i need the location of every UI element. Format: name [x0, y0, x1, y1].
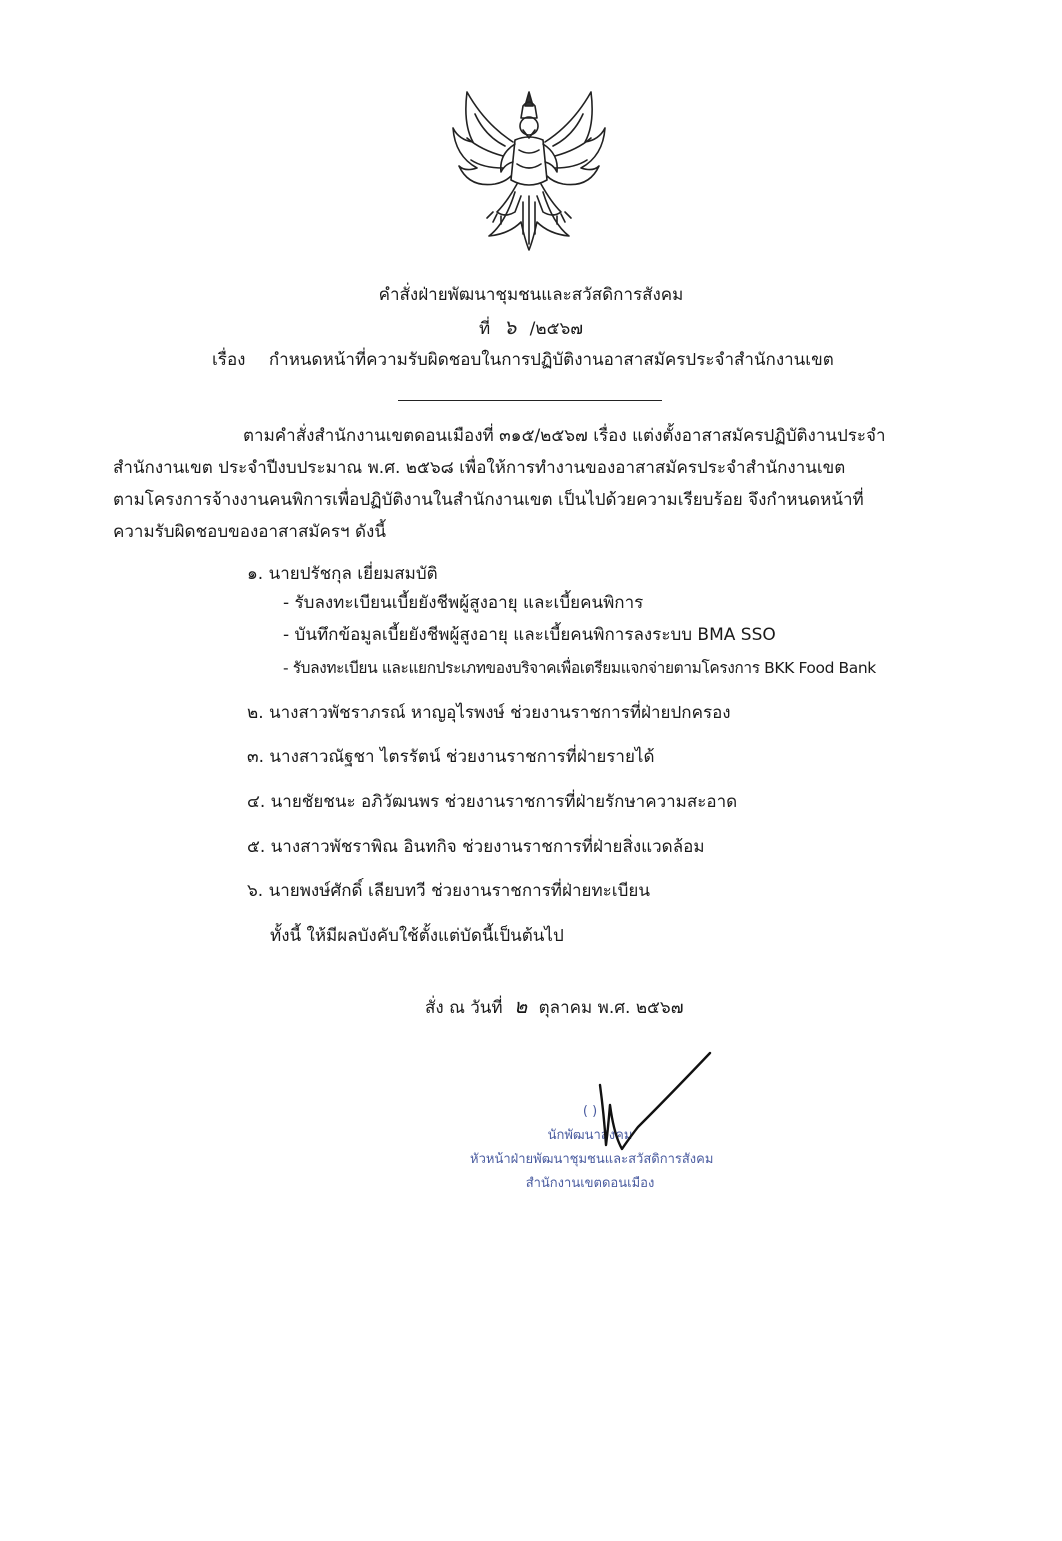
date-rest: ตุลาคม พ.ศ. ๒๕๖๗ [538, 998, 684, 1018]
stamp-line: นักพัฒนาสังคม [547, 1128, 633, 1143]
subject-line [212, 349, 834, 371]
assignment-item-4: ๔. นายชัยชนะ อภิวัฒนพร ช่วยงานราชการที่ฝ่ายรักษาความสะอาด [247, 792, 738, 812]
date-day: ๒ [514, 994, 528, 1018]
assignment-item-5: ๕. นางสาวพัชราพิณ อินทกิจ ช่วยงานราชการที่ฝ่ายสิ่งแวดล้อม [247, 837, 705, 857]
date-prefix: สั่ง ณ วันที่ [425, 998, 503, 1018]
order-number-line [0, 316, 1062, 340]
closing-statement: ทั้งนี้ ให้มีผลบังคับใช้ตั้งแต่บัดนี้เป็นต้นไป [270, 926, 564, 946]
order-date [425, 995, 683, 1019]
stamp-line: สำนักงานเขตดอนเมือง [525, 1176, 655, 1191]
paragraph-line: ความรับผิดชอบของอาสาสมัครฯ ดังนี้ [113, 522, 386, 542]
assignment-item-1: ๑. นายปรัชกุล เยี่ยมสมบัติ [247, 564, 438, 584]
duty-item: - บันทึกข้อมูลเบี้ยยังชีพผู้สูงอายุ และเบี้ยคนพิการลงระบบ BMA SSO [283, 625, 776, 645]
stamp-line: ( ) [582, 1104, 598, 1119]
order-prefix: ที่ [478, 319, 491, 339]
order-title: คำสั่งฝ่ายพัฒนาชุมชนและสวัสดิการสังคม [378, 285, 684, 305]
subject-label: เรื่อง [212, 350, 246, 370]
assignment-item-6: ๖. นายพงษ์ศักดิ์ เลียบทวี ช่วยงานราชการที่ฝ่ายทะเบียน [247, 881, 650, 901]
signature-icon [560, 1045, 740, 1155]
garuda-emblem-icon [445, 84, 613, 256]
subject-text: กำหนดหน้าที่ความรับผิดชอบในการปฏิบัติงานอาสาสมัครประจำสำนักงานเขต [268, 350, 834, 370]
duty-item: - รับลงทะเบียนเบี้ยยังชีพผู้สูงอายุ และเบี้ยคนพิการ [283, 593, 644, 613]
assignment-item-2: ๒. นางสาวพัชราภรณ์ หาญอุไรพงษ์ ช่วยงานราชการที่ฝ่ายปกครอง [247, 703, 731, 723]
paragraph-line: สำนักงานเขต ประจำปีงบประมาณ พ.ศ. ๒๕๖๘ เพื่อให้การทำงานของอาสาสมัครประจำสำนักงานเขต [113, 458, 846, 478]
assignment-item-3: ๓. นางสาวณัฐชา ไตรรัตน์ ช่วยงานราชการที่ฝ่ายรายได้ [247, 747, 655, 767]
stamp-line: หัวหน้าฝ่ายพัฒนาชุมชนและสวัสดิการสังคม [470, 1152, 714, 1167]
duty-item: - รับลงทะเบียน และแยกประเภทของบริจาคเพื่อเตรียมแจกจ่ายตามโครงการ BKK Food Bank [283, 659, 876, 677]
intro-paragraph [113, 420, 945, 548]
order-year: /๒๕๖๗ [529, 319, 584, 339]
paragraph-line: ตามคำสั่งสำนักงานเขตดอนเมืองที่ ๓๑๕/๒๕๖๗ เรื่อง แต่งตั้งอาสาสมัครปฏิบัติงานประจำ [243, 426, 886, 446]
header-divider [398, 400, 662, 401]
paragraph-line: ตามโครงการจ้างงานคนพิการเพื่อปฏิบัติงานในสำนักงานเขต เป็นไปด้วยความเรียบร้อย จึงกำหนดหน้าที่ [113, 490, 864, 510]
order-number: ๖ [503, 315, 517, 339]
